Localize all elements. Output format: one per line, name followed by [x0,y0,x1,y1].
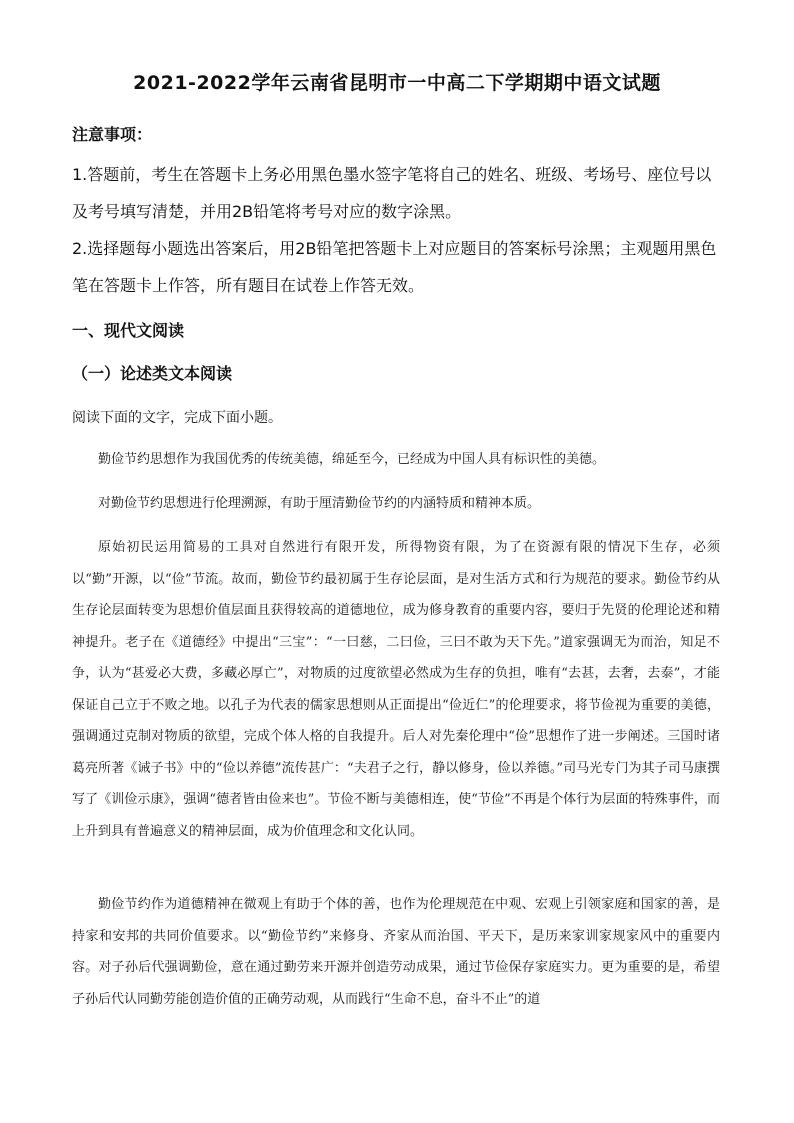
notice-item-2: 2.选择题每小题选出答案后，用2B铅笔把答题卡上对应题目的答案标号涂黑；主观题用黑色笔在答题卡上作答，所有题目在试卷上作答无效。 [72,239,717,295]
notice-heading: 注意事项： [72,125,153,144]
passage-paragraph-1: 勤俭节约思想作为我国优秀的传统美德，绵延至今，已经成为中国人具有标识性的美德。 [98,452,606,467]
passage-paragraph-4: 勤俭节约作为道德精神在微观上有助于个体的善，也作为伦理规范在中观、宏观上引领家庭和国家的善，是持家和安邦的共同价值要求。以“勤俭节约”来修身、齐家从而治国、平天下，是历来家训家规家风中的重要内容。对子孙后代强调勤俭，意在通过勤劳来开源并创造劳动成果，通过节俭保存家庭实力。更为重要的是，希望子孙后代认同勤劳能创造价值的正确劳动观，从而践行“生命不息，奋斗不止”的道 [72,897,720,1007]
document-title: 2021-2022学年云南省昆明市一中高二下学期期中语文试题 [133,72,661,94]
section-heading: 一、现代文阅读 [72,321,185,340]
reading-instruction: 阅读下面的文字，完成下面小题。 [72,410,282,426]
notice-item-1: 1.答题前，考生在答题卡上务必用黑色墨水签字笔将自己的姓名、班级、考场号、座位号以及考号填写清楚，并用2B铅笔将考号对应的数字涂黑。 [72,165,712,221]
passage-paragraph-3: 原始初民运用简易的工具对自然进行有限开发，所得物资有限，为了在资源有限的情况下生存，必须以“勤”开源，以“俭”节流。故而，勤俭节约最初属于生存论层面，是对生活方式和行为规范的要求。勤俭节约从生存论层面转变为思想价值层面且获得较高的道德地位，成为修身教育的重要内容，要归于先贤的伦理论述和精神提升。老子在《道德经》中提出“三宝”：“一曰慈，二曰俭，三曰不敢为天下先。”道家强调无为而治，知足不争，认为“甚爱必大费，多藏必厚亡”，对物质的过度欲望必然成为生存的负担，唯有“去甚，去奢，去泰”，才能保证自己立于不败之地。以孔子为代表的儒家思想则从正面提出“俭近仁”的伦理要求，将节俭视为重要的美德，强调通过克制对物质的欲望，完成个体人格的自我提升。后人对先秦伦理中“俭”思想作了进一步阐述。三国时诸葛亮所著《诫子书》中的“俭以养德”流传甚广：“夫君子之行，静以修身，俭以养德。”司马光专门为其子司马康撰写了《训俭示康》，强调“德者皆由俭来也”。节俭不断与美德相连，使“节俭”不再是个体行为层面的特殊事件，而上升到具有普遍意义的精神层面，成为价值理念和文化认同。 [72,540,720,839]
passage-paragraph-2: 对勤俭节约思想进行伦理溯源，有助于厘清勤俭节约的内涵特质和精神本质。 [98,496,541,511]
subsection-heading: （一）论述类文本阅读 [72,364,233,383]
